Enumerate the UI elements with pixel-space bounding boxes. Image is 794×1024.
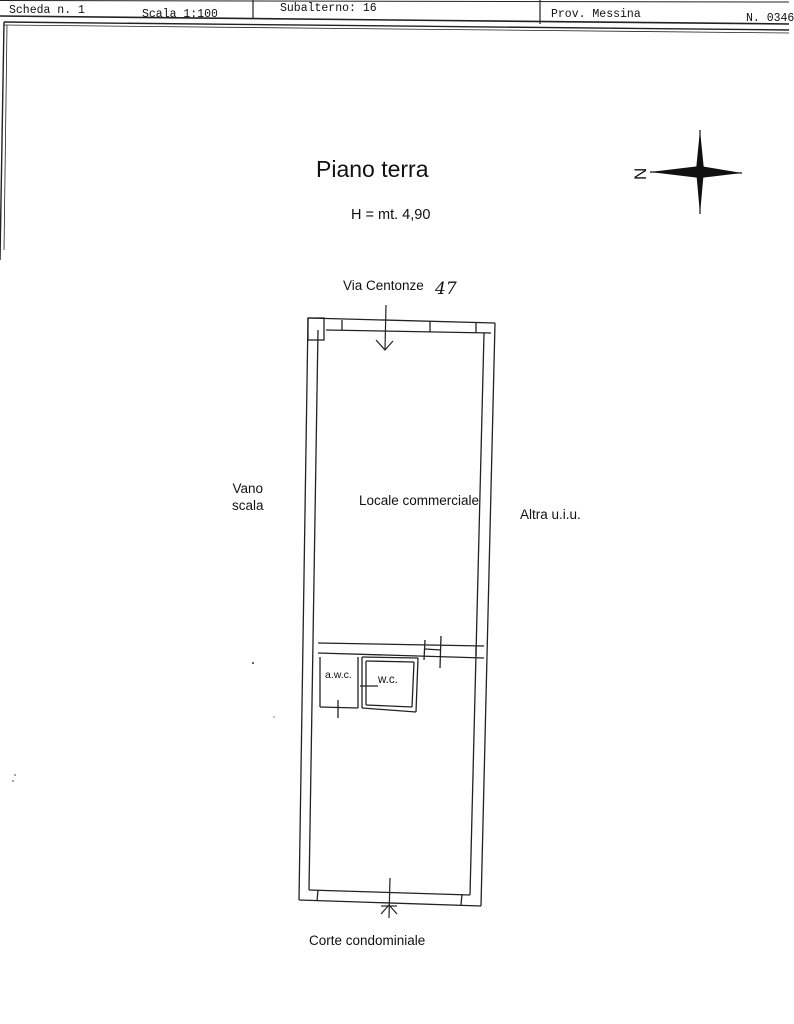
sheet-number: N. 0346 <box>746 12 794 25</box>
wc-block <box>320 657 418 718</box>
adjacent-unit-label: Altra u.i.u. <box>520 507 581 522</box>
scheda-number: Scheda n. 1 <box>9 4 85 17</box>
stairwell-line-2: scala <box>232 498 264 513</box>
partition-wall <box>318 636 484 668</box>
stairwell-line-1: Vano <box>232 481 264 496</box>
street-name: Via Centonze <box>343 278 424 293</box>
north-arrow-icon <box>631 130 742 214</box>
provincia: Prov. Messina <box>551 8 641 21</box>
courtyard-label: Corte condominiale <box>309 933 426 948</box>
civic-number: 47 <box>435 279 457 299</box>
plan-title: Piano terra <box>316 156 429 182</box>
subalterno: Subalterno: 16 <box>280 2 377 15</box>
entrance-arrows <box>376 305 397 918</box>
adjacent-stairwell-label <box>232 480 264 514</box>
bagno-label: w.c. <box>378 674 398 686</box>
north-letter: N <box>631 167 650 180</box>
main-room-label: Locale commerciale <box>359 493 480 508</box>
ceiling-height: H = mt. 4,90 <box>351 207 431 223</box>
scan-specks <box>12 662 274 782</box>
antibagno-label: a.w.c. <box>325 669 352 681</box>
scale: Scala 1:100 <box>142 8 218 21</box>
outer-walls <box>299 318 495 906</box>
